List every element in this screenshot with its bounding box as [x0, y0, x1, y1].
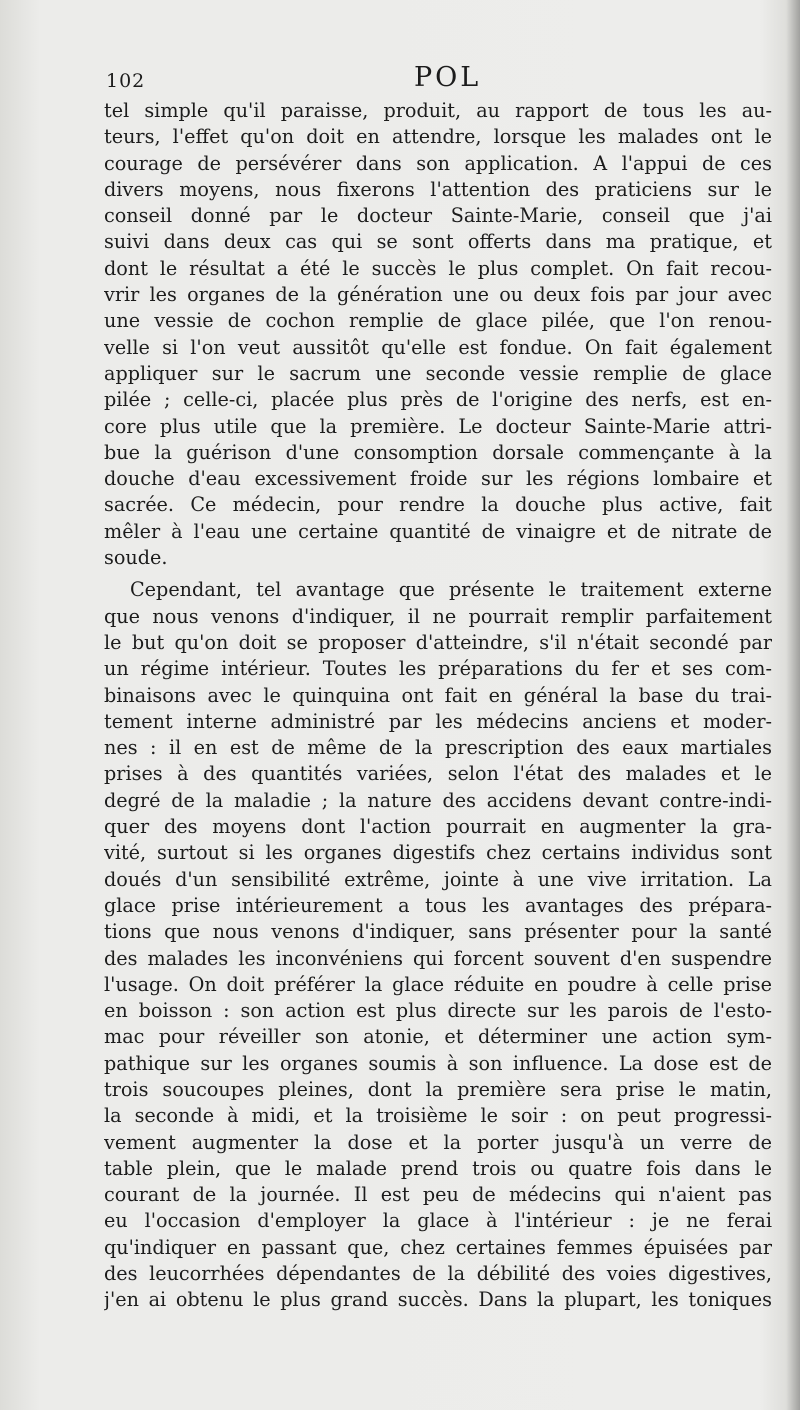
text-line: mêler à l'eau une certaine quantité de vinaigre et de nitrate de [104, 519, 772, 543]
text-line: dont le résultat a été le succès le plus complet. On fait recou- [104, 256, 772, 280]
text-line: courant de la journée. Il est peu de médecins qui n'aient pas [104, 1183, 772, 1207]
text-line: que nous venons d'indiquer, il ne pourrait remplir parfaitement [104, 604, 772, 628]
text-line: l'usage. On doit préférer la glace réduite en poudre à celle prise [104, 972, 772, 996]
page-number: 102 [106, 70, 146, 92]
text-line: pilée ; celle-ci, placée plus près de l'origine des nerfs, est en- [104, 388, 772, 412]
text-line: des leucorrhées dépendantes de la débilité des voies digestives, [104, 1262, 772, 1286]
text-line: table plein, que le malade prend trois ou quatre fois dans le [104, 1156, 772, 1180]
text-line: doués d'un sensibilité extrême, jointe à une vive irritation. La [104, 867, 772, 891]
text-line: des malades les inconvéniens qui forcent souvent d'en suspendre [104, 946, 772, 970]
text-line: une vessie de cochon remplie de glace pilée, que l'on renou- [104, 309, 772, 333]
text-line: vité, surtout si les organes digestifs chez certains individus sont [104, 841, 772, 865]
text-line: en boisson : son action est plus directe sur les parois de l'esto- [104, 999, 772, 1023]
body-text [104, 98, 772, 1314]
text-line: teurs, l'effet qu'on doit en attendre, lorsque les malades ont le [104, 125, 772, 149]
text-line: vrir les organes de la génération une ou deux fois par jour avec [104, 283, 772, 307]
text-line: soude. [104, 546, 168, 570]
running-head: POL [414, 62, 482, 93]
text-line: douche d'eau excessivement froide sur les régions lombaire et [104, 467, 772, 491]
text-line: divers moyens, nous fixerons l'attention des praticiens sur le [104, 177, 772, 201]
text-line: le but qu'on doit se proposer d'atteindre, s'il n'était secondé par [104, 630, 772, 654]
text-line: velle si l'on veut aussitôt qu'elle est fondue. On fait également [104, 335, 772, 359]
text-line: appliquer sur le sacrum une seconde vessie remplie de glace [104, 361, 772, 385]
page-header [104, 62, 774, 96]
text-line: suivi dans deux cas qui se sont offerts dans ma pratique, et [104, 230, 772, 254]
text-line: qu'indiquer en passant que, chez certaines femmes épuisées par [104, 1235, 772, 1259]
text-line: bue la guérison d'une consomption dorsale commençante à la [104, 440, 772, 464]
text-line: core plus utile que la première. Le docteur Sainte-Marie attri- [104, 414, 772, 438]
text-line: pathique sur les organes soumis à son influence. La dose est de [104, 1051, 772, 1075]
page-gutter-shadow [786, 0, 800, 1410]
paragraph-2 [104, 577, 772, 1313]
text-line: binaisons avec le quinquina ont fait en général la base du trai- [104, 683, 772, 707]
text-line: glace prise intérieurement a tous les avantages des prépara- [104, 893, 772, 917]
text-line: degré de la maladie ; la nature des accidens devant contre-indi- [104, 788, 772, 812]
text-line: un régime intérieur. Toutes les préparations du fer et ses com- [104, 657, 772, 681]
text-line: vement augmenter la dose et la porter jusqu'à un verre de [104, 1130, 772, 1154]
text-line: eu l'occasion d'employer la glace à l'intérieur : je ne ferai [104, 1209, 772, 1233]
text-line: j'en ai obtenu le plus grand succès. Dans la plupart, les toniques [104, 1288, 772, 1312]
text-line: tement interne administré par les médecins anciens et moder- [104, 709, 772, 733]
text-line: mac pour réveiller son atonie, et déterminer une action sym- [104, 1025, 772, 1049]
text-line: la seconde à midi, et la troisième le soir : on peut progressi- [104, 1104, 772, 1128]
text-line: tel simple qu'il paraisse, produit, au rapport de tous les au- [104, 99, 772, 122]
paragraph-1 [104, 98, 772, 571]
text-line: prises à des quantités variées, selon l'état des malades et le [104, 762, 772, 786]
text-line: trois soucoupes pleines, dont la première sera prise le matin, [104, 1077, 772, 1101]
text-line: sacrée. Ce médecin, pour rendre la douche plus active, fait [104, 493, 772, 517]
text-line: nes : il en est de même de la prescription des eaux martiales [104, 736, 772, 760]
text-line: quer des moyens dont l'action pourrait en augmenter la gra- [104, 815, 772, 839]
text-line: courage de persévérer dans son application. A l'appui de ces [104, 151, 772, 175]
text-line: tions que nous venons d'indiquer, sans présenter pour la santé [104, 920, 772, 944]
text-line: Cependant, tel avantage que présente le traitement externe [130, 578, 772, 602]
text-line: conseil donné par le docteur Sainte-Marie, conseil que j'ai [104, 204, 772, 228]
